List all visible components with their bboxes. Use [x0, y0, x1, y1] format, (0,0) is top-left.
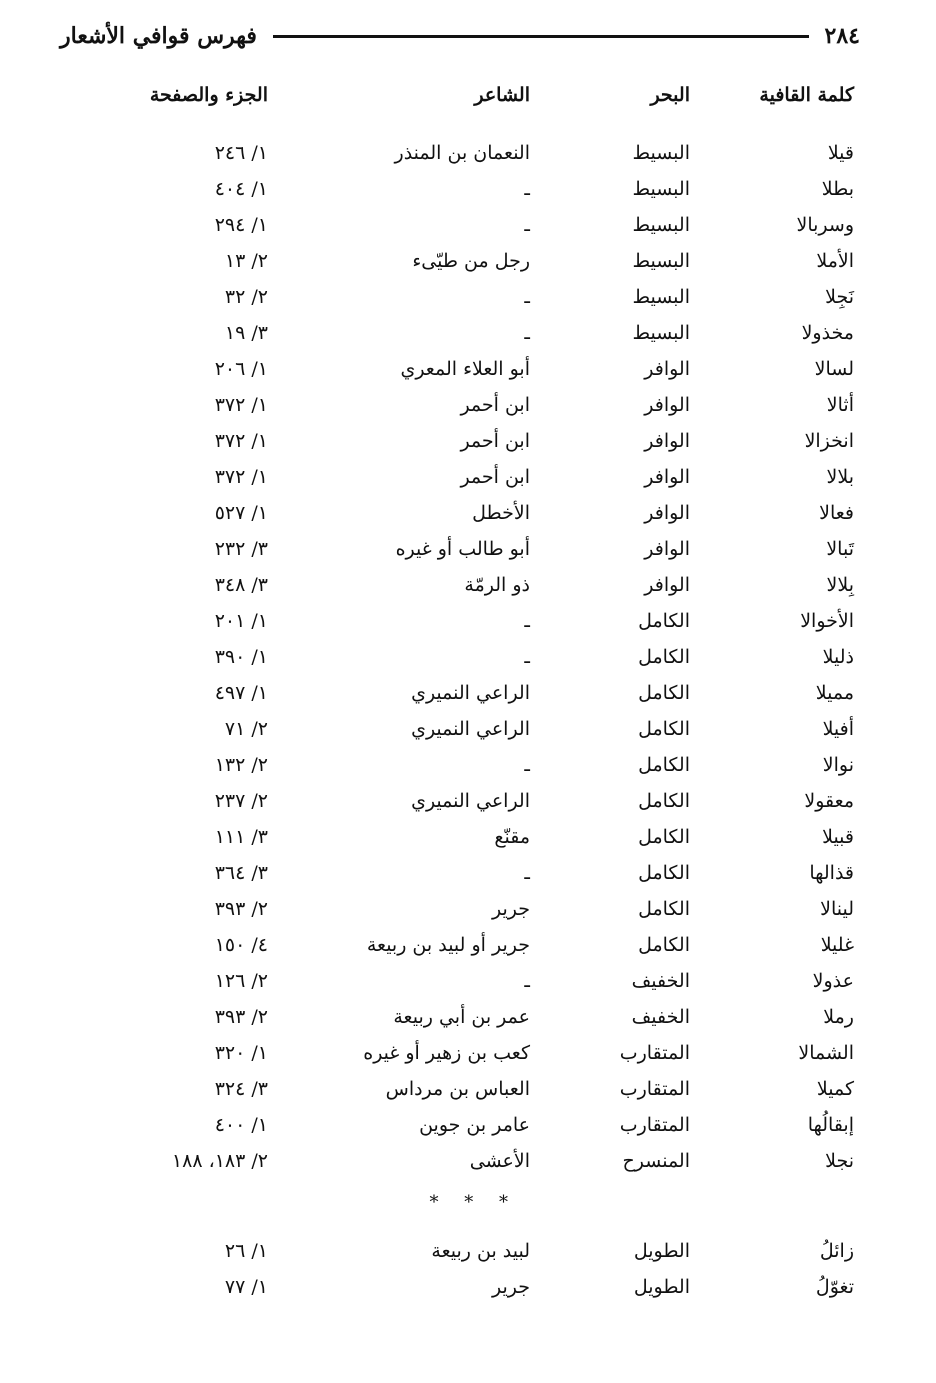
volume-page: ٣/ ٣٤٨	[214, 574, 268, 596]
table-row	[0, 388, 936, 424]
table-row	[0, 460, 936, 496]
rhyme-word: بطلا	[821, 178, 854, 200]
table-row	[0, 316, 936, 352]
rhyme-word: تَبالا	[826, 538, 854, 560]
table-row	[0, 604, 936, 640]
meter: الوافر	[644, 538, 690, 560]
table-row	[0, 496, 936, 532]
meter: الطويل	[633, 1276, 690, 1298]
table-row	[0, 136, 936, 172]
poet: الراعي النميري	[411, 718, 530, 740]
rhyme-word: رملا	[823, 1006, 854, 1028]
rhyme-word: الشمالا	[798, 1042, 854, 1064]
meter: الكامل	[638, 862, 690, 884]
table-row	[0, 1072, 936, 1108]
table-row	[0, 1144, 936, 1180]
poet: الأخطل	[472, 502, 530, 524]
rhyme-word: الأملا	[816, 250, 854, 272]
meter: الوافر	[644, 466, 690, 488]
meter: المتقارب	[619, 1078, 690, 1100]
poet: أبو طالب أو غيره	[395, 538, 530, 560]
meter: الكامل	[638, 718, 690, 740]
poet: عمر بن أبي ربيعة	[393, 1006, 530, 1028]
table-row	[0, 676, 936, 712]
rhyme-word: نوالا	[822, 754, 854, 776]
table-row	[0, 568, 936, 604]
poet: عامر بن جوين	[419, 1114, 530, 1136]
table-row	[0, 640, 936, 676]
poet: ـ	[524, 610, 530, 632]
meter: الكامل	[638, 826, 690, 848]
volume-page: ١/ ٤٠٠	[214, 1114, 268, 1136]
table-row	[0, 1108, 936, 1144]
rhyme-word: تغوّلُ	[815, 1276, 854, 1298]
poet: كعب بن زهير أو غيره	[363, 1042, 530, 1064]
table-row	[0, 892, 936, 928]
rhyme-word: كميلا	[816, 1078, 854, 1100]
poet: ابن أحمر	[460, 466, 530, 488]
poet: أبو العلاء المعري	[400, 358, 530, 380]
table-row	[0, 1234, 936, 1270]
rhyme-word: إبقالُها	[807, 1114, 854, 1136]
page-header	[60, 18, 860, 54]
volume-page: ١/ ٣٢٠	[214, 1042, 268, 1064]
volume-page: ١/ ٣٧٢	[214, 430, 268, 452]
table-row	[0, 748, 936, 784]
meter: المتقارب	[619, 1114, 690, 1136]
rhyme-index-table	[0, 136, 936, 1180]
table-row	[0, 964, 936, 1000]
volume-page: ٣/ ٣٦٤	[214, 862, 268, 884]
poet: ـ	[524, 646, 530, 668]
poet: الراعي النميري	[411, 682, 530, 704]
volume-page: ١/ ٧٧	[224, 1276, 268, 1298]
rhyme-word: فعالا	[819, 502, 854, 524]
volume-page: ٣/ ٢٣٢	[214, 538, 268, 560]
poet: ـ	[524, 754, 530, 776]
poet: لبيد بن ربيعة	[431, 1240, 530, 1262]
poet: النعمان بن المنذر	[394, 142, 530, 164]
rhyme-word: بلالا	[826, 466, 854, 488]
volume-page: ١/ ٣٩٠	[214, 646, 268, 668]
poet: ـ	[524, 322, 530, 344]
poet: الأعشى	[469, 1150, 530, 1172]
rhyme-word: أفيلا	[822, 718, 854, 740]
rhyme-word: الأخوالا	[800, 610, 854, 632]
volume-page: ١/ ٣٧٢	[214, 466, 268, 488]
rhyme-word: أثالا	[826, 394, 854, 416]
meter: الكامل	[638, 610, 690, 632]
rhyme-word: مميلا	[815, 682, 854, 704]
meter: الوافر	[644, 394, 690, 416]
rhyme-word: بِلالا	[826, 574, 854, 596]
meter: المنسرح	[622, 1150, 690, 1172]
asterisks: * * *	[429, 1192, 518, 1213]
meter: الكامل	[638, 934, 690, 956]
table-row	[0, 1000, 936, 1036]
poet: ابن أحمر	[460, 430, 530, 452]
volume-page: ٢/ ٧١	[224, 718, 268, 740]
volume-page: ١/ ٣٧٢	[214, 394, 268, 416]
poet: ـ	[524, 286, 530, 308]
rhyme-word: ذليلا	[822, 646, 854, 668]
table-row	[0, 712, 936, 748]
table-row	[0, 352, 936, 388]
meter: الخفيف	[631, 1006, 690, 1028]
meter: البسيط	[632, 178, 690, 200]
poet: ـ	[524, 970, 530, 992]
meter: الكامل	[638, 754, 690, 776]
poet: جرير أو لبيد بن ربيعة	[366, 934, 530, 956]
poet: رجل من طيّىء	[412, 250, 530, 272]
rhyme-word: وسربالا	[796, 214, 854, 236]
volume-page: ١/ ٥٢٧	[214, 502, 268, 524]
poet: جرير	[492, 898, 530, 920]
meter: الطويل	[633, 1240, 690, 1262]
meter: الخفيف	[631, 970, 690, 992]
header-volume-page: الجزء والصفحة	[149, 84, 268, 106]
volume-page: ٣/ ١٩	[224, 322, 268, 344]
volume-page: ٢/ ٣٢	[224, 286, 268, 308]
volume-page: ٢/ ٣٩٣	[214, 1006, 268, 1028]
table-row	[0, 244, 936, 280]
poet: مقنّع	[494, 826, 530, 848]
poet: جرير	[492, 1276, 530, 1298]
volume-page: ٢/ ١٢٦	[214, 970, 268, 992]
column-headers	[0, 78, 936, 112]
rhyme-index-table-second	[0, 1234, 936, 1306]
volume-page: ٤/ ١٥٠	[214, 934, 268, 956]
meter: الوافر	[644, 574, 690, 596]
meter: البسيط	[632, 322, 690, 344]
running-title: فهرس قوافي الأشعار	[60, 23, 257, 49]
meter: الكامل	[638, 898, 690, 920]
table-row	[0, 856, 936, 892]
volume-page: ١/ ٢٦	[224, 1240, 268, 1262]
poet: ابن أحمر	[460, 394, 530, 416]
table-row	[0, 1270, 936, 1306]
rhyme-word: قذالها	[809, 862, 854, 884]
rhyme-word: قبيلا	[822, 826, 854, 848]
rhyme-word: قيلا	[827, 142, 854, 164]
header-meter: البحر	[650, 84, 690, 106]
rhyme-word: لينالا	[820, 898, 854, 920]
table-row	[0, 532, 936, 568]
header-rhyme-word: كلمة القافية	[759, 84, 854, 106]
table-row	[0, 280, 936, 316]
poet: الراعي النميري	[411, 790, 530, 812]
page-number: ٢٨٤	[824, 23, 860, 49]
meter: الوافر	[644, 358, 690, 380]
rhyme-word: انخزالا	[804, 430, 854, 452]
meter: المتقارب	[619, 1042, 690, 1064]
meter: البسيط	[632, 250, 690, 272]
rhyme-word: لسالا	[814, 358, 854, 380]
volume-page: ٢/ ٣٩٣	[214, 898, 268, 920]
volume-page: ٢/ ١٣	[224, 250, 268, 272]
volume-page: ٢/ ٢٣٧	[214, 790, 268, 812]
volume-page: ١/ ٢٠٦	[214, 358, 268, 380]
rhyme-word: زائلُ	[819, 1240, 854, 1262]
rhyme-word: نَجِلا	[825, 286, 854, 308]
poet: العباس بن مرداس	[385, 1078, 530, 1100]
poet: ـ	[524, 862, 530, 884]
poet: ـ	[524, 214, 530, 236]
volume-page: ١/ ٢٩٤	[214, 214, 268, 236]
volume-page: ١/ ٢٠١	[214, 610, 268, 632]
volume-page: ٣/ ٣٢٤	[214, 1078, 268, 1100]
volume-page: ١/ ٤٩٧	[214, 682, 268, 704]
rhyme-word: مخذولا	[801, 322, 854, 344]
poet: ـ	[524, 178, 530, 200]
rhyme-word: عذولا	[812, 970, 854, 992]
meter: البسيط	[632, 142, 690, 164]
meter: الكامل	[638, 790, 690, 812]
rhyme-word: غليلا	[820, 934, 854, 956]
meter: الكامل	[638, 682, 690, 704]
rhyme-word: معقولا	[804, 790, 854, 812]
rhyme-word: نجلا	[825, 1150, 854, 1172]
table-row	[0, 208, 936, 244]
volume-page: ٢/ ١٨٣، ١٨٨	[171, 1150, 268, 1172]
table-row	[0, 928, 936, 964]
meter: الوافر	[644, 502, 690, 524]
meter: الكامل	[638, 646, 690, 668]
table-row	[0, 784, 936, 820]
meter: البسيط	[632, 214, 690, 236]
meter: الوافر	[644, 430, 690, 452]
table-row	[0, 172, 936, 208]
table-row	[0, 424, 936, 460]
meter: البسيط	[632, 286, 690, 308]
volume-page: ٣/ ١١١	[214, 826, 268, 848]
poet: ذو الرمّة	[464, 574, 530, 596]
volume-page: ٢/ ١٣٢	[214, 754, 268, 776]
table-row	[0, 820, 936, 856]
header-rule	[273, 35, 809, 38]
volume-page: ١/ ٤٠٤	[214, 178, 268, 200]
table-row	[0, 1036, 936, 1072]
header-poet: الشاعر	[474, 84, 530, 106]
volume-page: ١/ ٢٤٦	[214, 142, 268, 164]
